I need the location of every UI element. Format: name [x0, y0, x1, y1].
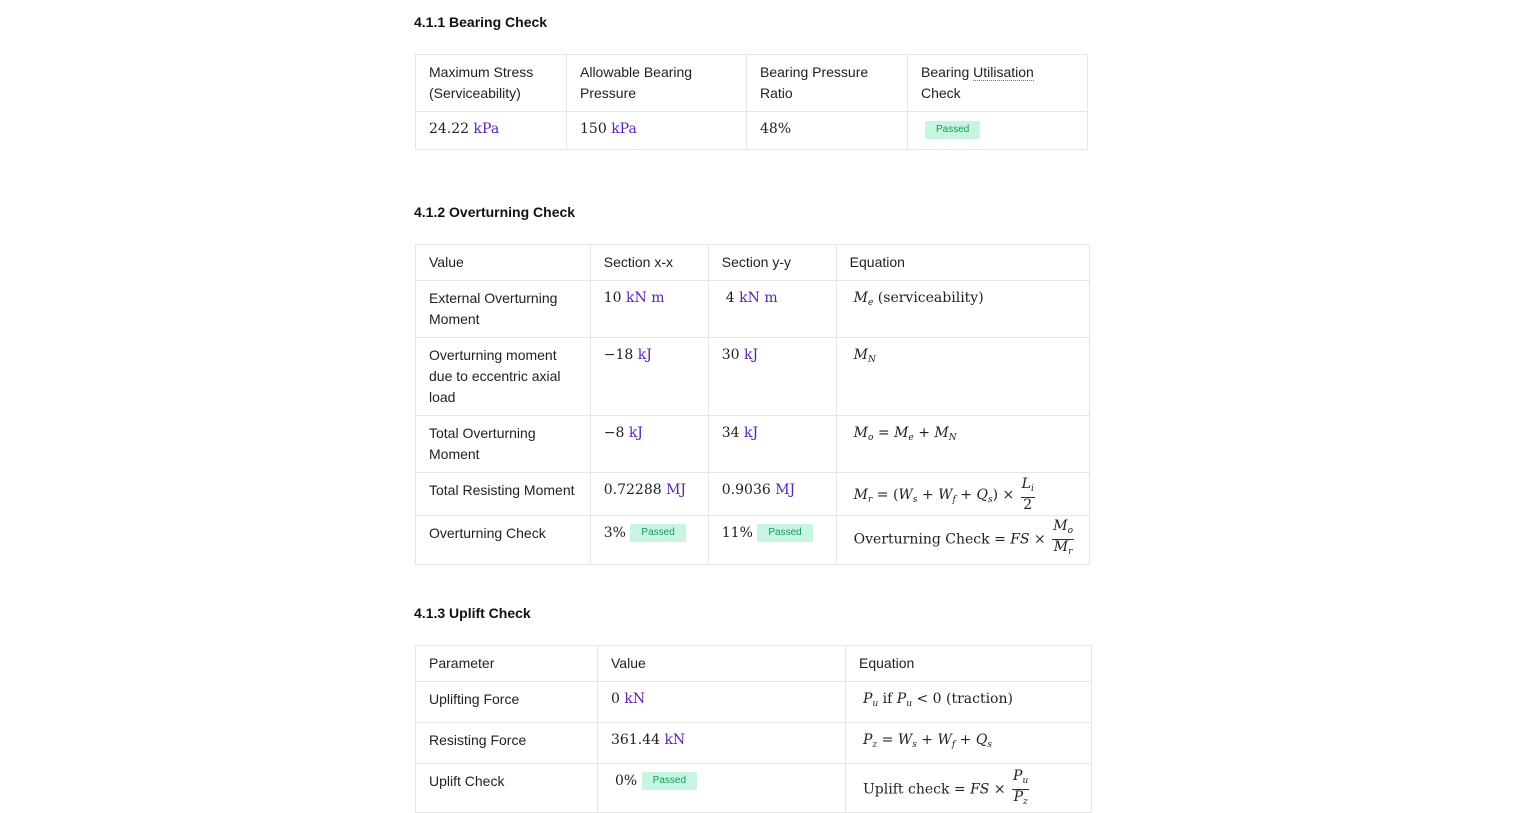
- table-row: [416, 723, 1092, 764]
- fraction: $\frac{M_o}{M_r}$: [1053, 518, 1073, 557]
- section-xx-value: 10 kN m: [590, 281, 708, 338]
- status-badge: Passed: [757, 524, 812, 542]
- header-value: Value: [416, 245, 591, 281]
- header-max-stress: Maximum Stress (Serviceability): [416, 55, 567, 112]
- table-row: [416, 516, 1090, 565]
- equation-cell: $M_N$: [836, 338, 1089, 416]
- header-pressure-ratio: Bearing Pressure Ratio: [747, 55, 908, 112]
- row-label: Uplift Check: [416, 764, 598, 813]
- parameter-value: 0% Passed: [598, 764, 846, 813]
- overturning-check-table: [415, 244, 1090, 565]
- equation-cell: $P_z = W_s + W_f + Q_s$: [846, 723, 1092, 764]
- spellcheck-word: Utilisation: [973, 64, 1034, 80]
- equation-cell: Overturning Check = FS × $\frac{M_o}{M_r}$: [836, 516, 1089, 565]
- fraction: $\frac{L_i}{2}$: [1021, 476, 1034, 513]
- equation-cell: Uplift check = FS × $\frac{P_u}{P_z}$: [846, 764, 1092, 813]
- header-section-xx: Section x-x: [590, 245, 708, 281]
- parameter-value: 361.44 kN: [598, 723, 846, 764]
- status-badge: Passed: [925, 121, 980, 139]
- row-label: Overturning moment due to eccentric axial load: [416, 338, 591, 416]
- header-section-yy: Section y-y: [708, 245, 836, 281]
- pressure-ratio-value: 48%: [747, 112, 908, 150]
- row-label: External Overturning Moment: [416, 281, 591, 338]
- table-row: [416, 112, 1088, 150]
- header-utilisation-check: Bearing Utilisation Check: [908, 55, 1088, 112]
- overturning-check-heading: 4.1.2 Overturning Check: [414, 204, 576, 220]
- table-row: [416, 682, 1092, 723]
- table-row: [416, 473, 1090, 516]
- row-label: Total Resisting Moment: [416, 473, 591, 516]
- allowable-pressure-value: 150 kPa: [567, 112, 747, 150]
- section-xx-value: −8 kJ: [590, 416, 708, 473]
- equation-cell: $P_u$ if $P_u < 0$ (traction): [846, 682, 1092, 723]
- header-allowable-pressure: Allowable Bearing Pressure: [567, 55, 747, 112]
- table-row: [416, 338, 1090, 416]
- section-yy-value: 11% Passed: [708, 516, 836, 565]
- header-parameter: Parameter: [416, 646, 598, 682]
- table-header-row: [416, 55, 1088, 112]
- equation-cell: $M_r = (W_s + W_f + Q_s)$ × $\frac{L_i}{2}$: [836, 473, 1089, 516]
- header-equation: Equation: [846, 646, 1092, 682]
- fraction: $\frac{P_u}{P_z}$: [1013, 768, 1029, 807]
- equation-cell: $M_o = M_e + M_N$: [836, 416, 1089, 473]
- utilisation-status-cell: [908, 112, 1088, 150]
- bearing-check-heading: 4.1.1 Bearing Check: [414, 14, 548, 30]
- section-xx-value: −18 kJ: [590, 338, 708, 416]
- uplift-check-table: [415, 645, 1092, 813]
- section-yy-value: 30 kJ: [708, 338, 836, 416]
- table-row: [416, 764, 1092, 813]
- section-yy-value: 4 kN m: [708, 281, 836, 338]
- uplift-check-heading: 4.1.3 Uplift Check: [414, 605, 531, 621]
- section-yy-value: 34 kJ: [708, 416, 836, 473]
- header-equation: Equation: [836, 245, 1089, 281]
- section-xx-value: 3% Passed: [590, 516, 708, 565]
- row-label: Resisting Force: [416, 723, 598, 764]
- max-stress-value: 24.22 kPa: [416, 112, 567, 150]
- table-row: [416, 416, 1090, 473]
- table-header-row: [416, 245, 1090, 281]
- section-yy-value: 0.9036 MJ: [708, 473, 836, 516]
- bearing-check-table: [415, 54, 1088, 150]
- section-xx-value: 0.72288 MJ: [590, 473, 708, 516]
- row-label: Uplifting Force: [416, 682, 598, 723]
- status-badge: Passed: [630, 524, 685, 542]
- header-value: Value: [598, 646, 846, 682]
- parameter-value: 0 kN: [598, 682, 846, 723]
- row-label: Total Overturning Moment: [416, 416, 591, 473]
- table-header-row: [416, 646, 1092, 682]
- row-label: Overturning Check: [416, 516, 591, 565]
- status-badge: Passed: [642, 772, 697, 790]
- table-row: [416, 281, 1090, 338]
- equation-cell: $M_e$ (serviceability): [836, 281, 1089, 338]
